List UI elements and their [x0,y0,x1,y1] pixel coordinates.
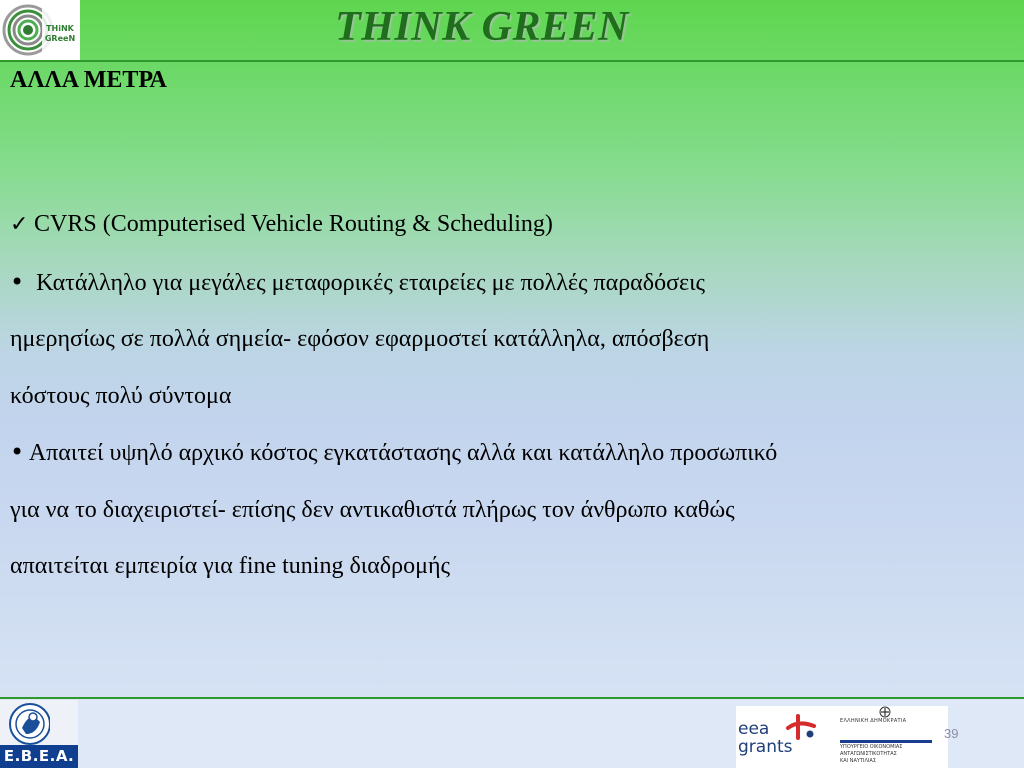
bullet-2-line-2: για να το διαχειριστεί- επίσης δεν αντικαθιστά πλήρως τον άνθρωπο καθώς [10,496,735,523]
section-heading: ΑΛΛΑ ΜΕΤΡΑ [10,67,167,93]
ministry-logo [822,706,948,768]
bullet-item-1 [10,254,1010,312]
ministry-line-3: ΚΑΙ ΝΑΥΤΙΛΙΑΣ [840,758,876,764]
check-icon: ✓ [10,212,29,237]
eea-grants-logo [736,706,822,768]
bullet-1-line-1: Κατάλληλο για μεγάλες μεταφορικές εταιρείες με πολλές παραδόσεις [36,269,706,296]
think-green-logo-text-1: THiNK [46,24,74,33]
slide-title: THINK GREEN [335,4,629,50]
slide-content [10,196,1010,595]
ministry-logo-bar [840,740,932,743]
greek-emblem-icon [878,706,892,718]
check-item [10,196,1010,254]
bullet-1-line-3: κόστους πολύ σύντομα [10,382,232,409]
eea-logo-line-1: eea [738,719,770,739]
page-number: 39 [944,726,959,741]
eea-logo-line-2: grants [738,737,793,757]
ministry-logo-text [840,744,940,765]
bullet-1-line-2: ημερησίως σε πολλά σημεία- εφόσον εφαρμοστεί κατάλληλα, απόσβεση [10,326,710,352]
ministry-line-2: ΑΝΤΑΓΩΝΙΣΤΙΚΟΤΗΤΑΣ [840,751,897,757]
header-divider [0,60,1024,62]
check-item-text: CVRS (Computerised Vehicle Routing & Scheduling) [34,211,553,237]
bullet-2-line-3: απαιτείται εμπειρία για fine tuning διαδρομής [10,553,451,579]
ministry-line-1: ΥΠΟΥΡΓΕΙΟ ΟΙΚΟΝΟΜΙΑΣ [840,744,903,750]
bullet-item-2 [10,424,1010,482]
ebea-logo-text: Ε.Β.Ε.Α. [0,745,78,768]
think-green-logo-text-2: GReeN [44,34,76,43]
bullet-icon: • [10,438,25,466]
eea-grants-mark-icon [784,712,820,742]
bullet-2-line-1: Απαιτεί υψηλό αρχικό κόστος εγκατάστασης αλλά και κατάλληλο προσωπικό [28,440,778,466]
ministry-logo-header: ΕΛΛΗΝΙΚΗ ΔΗΜΟΚΡΑΤΙΑ [840,718,907,724]
bullet-icon: • [10,267,25,296]
